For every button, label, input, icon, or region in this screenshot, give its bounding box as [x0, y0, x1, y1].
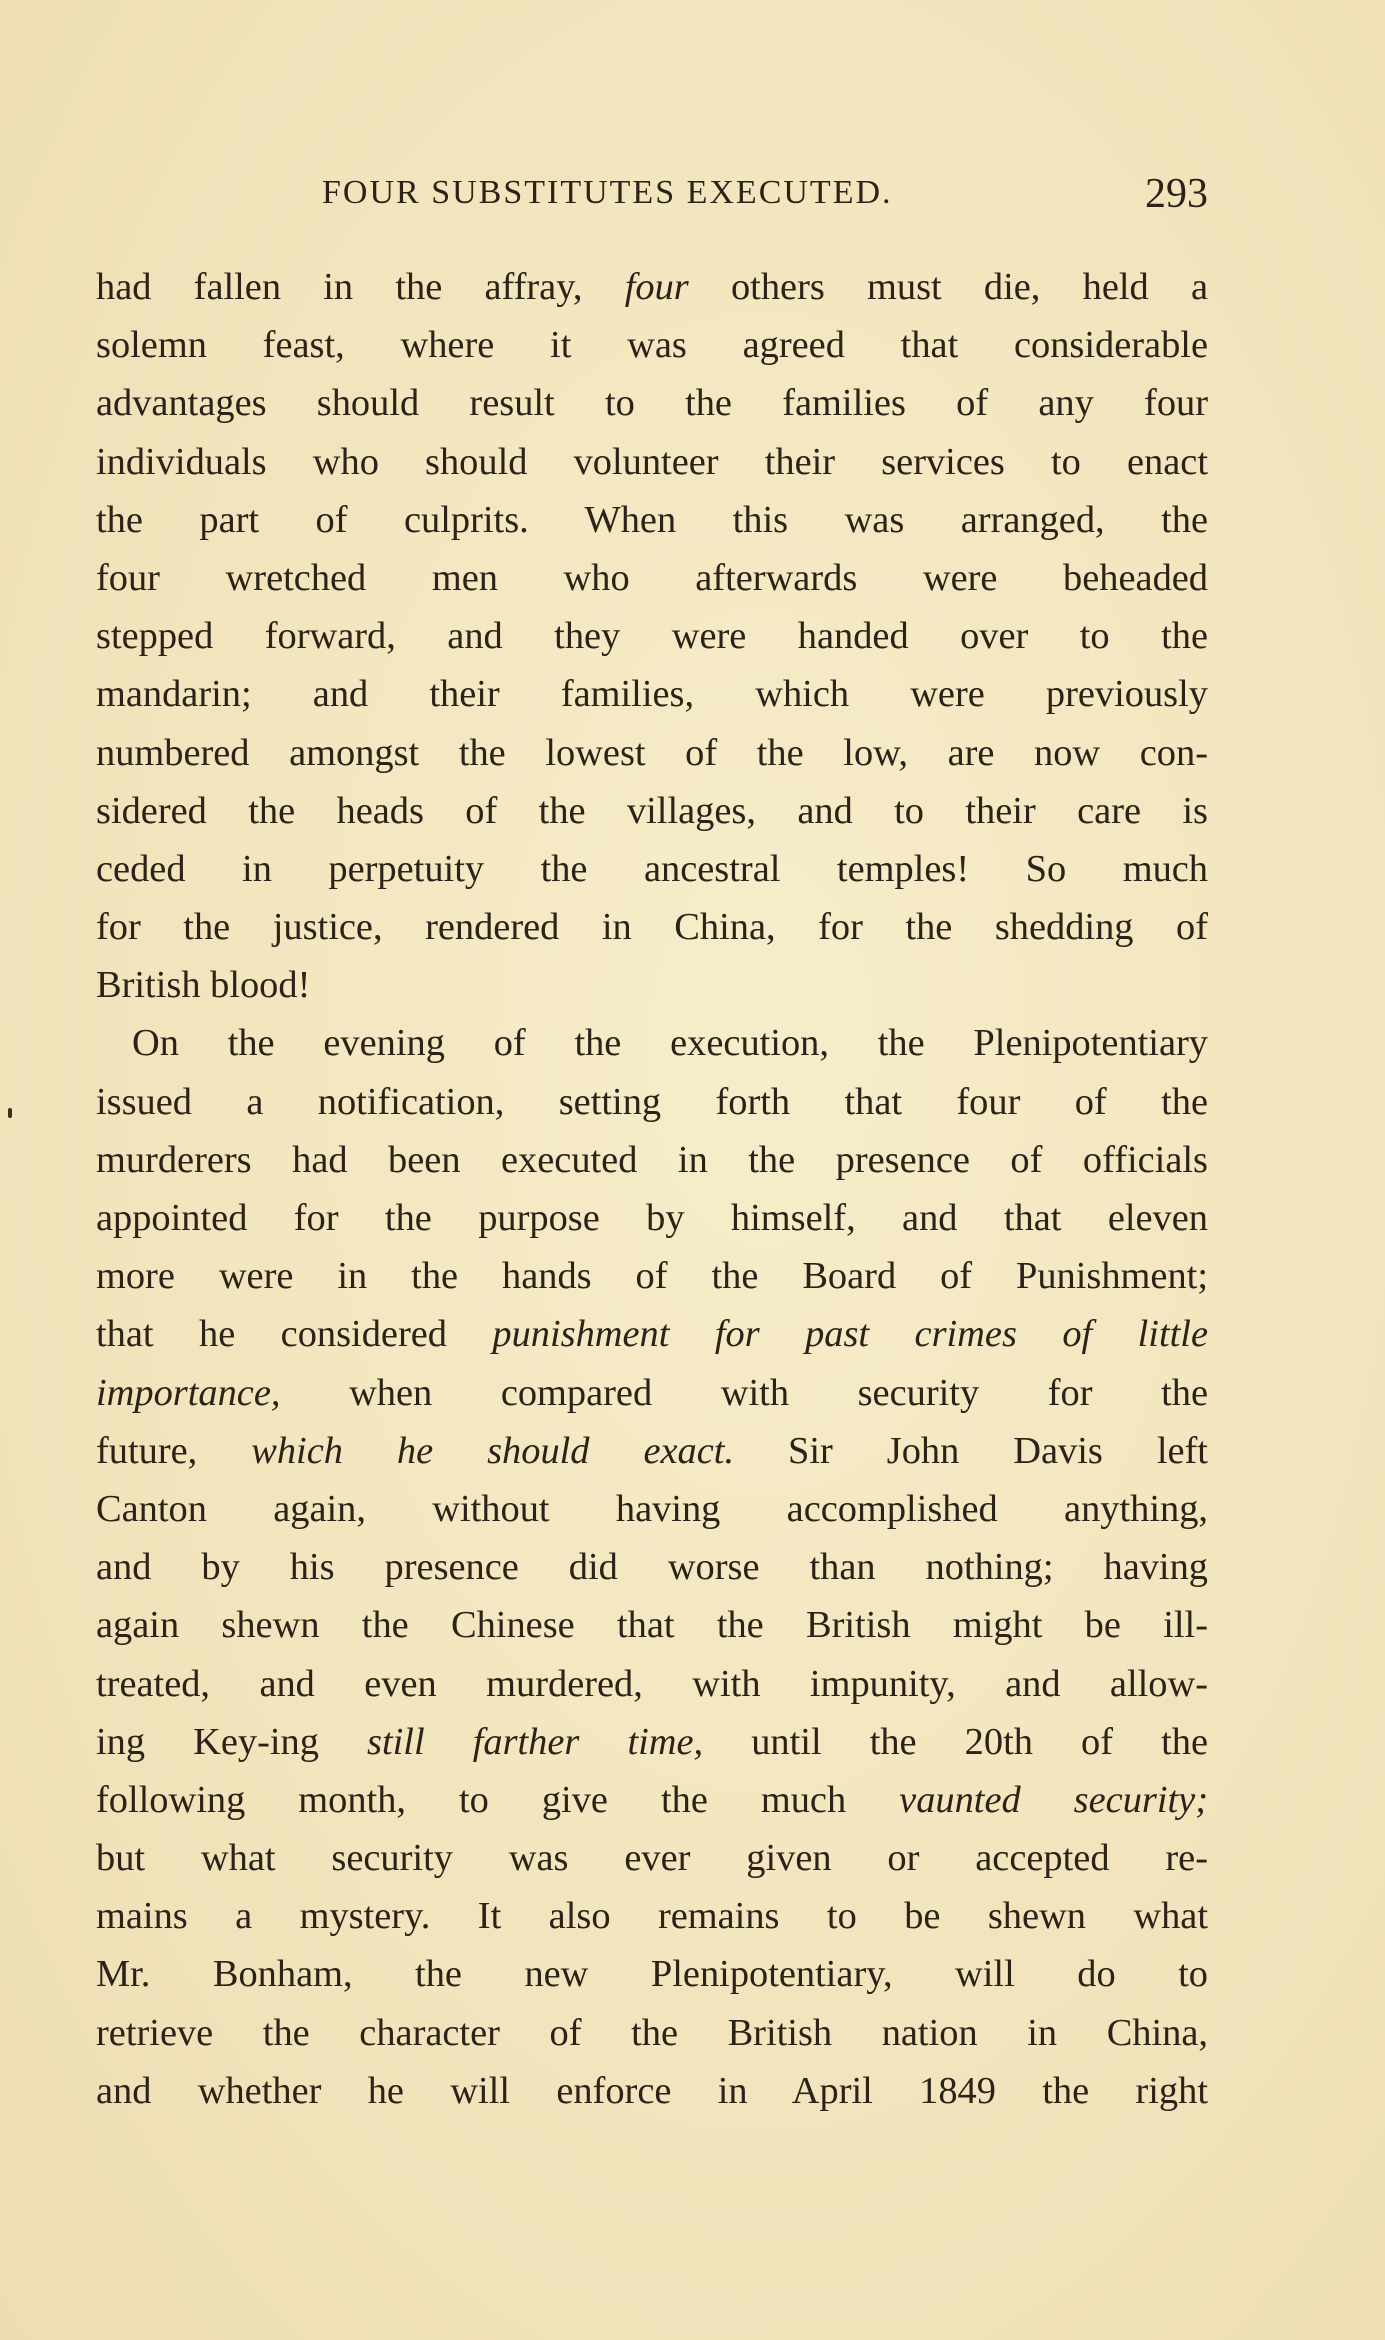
- text-line: [96, 374, 1208, 432]
- text-run: issued a notification, setting forth that four of the: [96, 1080, 1208, 1123]
- text-run: Sir John Davis left: [734, 1429, 1208, 1472]
- text-run: mandarin; and their families, which were previously: [96, 673, 1208, 716]
- italic-text: still farther time,: [367, 1720, 704, 1763]
- text-run: and by his presence did worse than nothing; having: [96, 1546, 1208, 1589]
- text-run: when compared with security for the: [280, 1371, 1208, 1414]
- text-line: [96, 1945, 1208, 2003]
- text-run: future,: [96, 1429, 252, 1472]
- text-run: advantages should result to the families of any four: [96, 382, 1208, 425]
- text-run: that he considered: [96, 1313, 493, 1356]
- text-line: [96, 724, 1208, 782]
- text-run: following month, to give the much: [96, 1778, 900, 1821]
- text-line: [96, 316, 1208, 374]
- text-line: [96, 1596, 1208, 1654]
- text-line: [96, 782, 1208, 840]
- text-run: but what security was ever given or accepted re-: [96, 1837, 1208, 1880]
- text-run: Canton again, without having accomplished anything,: [96, 1487, 1208, 1530]
- italic-text: importance,: [96, 1371, 281, 1414]
- text-line: [96, 1829, 1208, 1887]
- text-run: and whether he will enforce in April 1849 the right: [96, 2069, 1208, 2112]
- text-run: others must die, held a: [688, 266, 1208, 308]
- text-line: [96, 258, 1208, 316]
- page-number: 293: [1145, 171, 1208, 217]
- text-run: mains a mystery. It also remains to be shewn what: [96, 1895, 1208, 1938]
- text-line: [96, 1189, 1208, 1247]
- text-run: On the evening of the execution, the Plenipotentiary: [132, 1022, 1208, 1065]
- italic-text: vaunted security;: [899, 1778, 1208, 1821]
- text-run: sidered the heads of the villages, and to their care is: [96, 789, 1208, 832]
- text-run: again shewn the Chinese that the British might be ill-: [96, 1604, 1208, 1647]
- text-run: appointed for the purpose by himself, and that eleven: [96, 1197, 1208, 1239]
- text-line: [96, 549, 1208, 607]
- text-line: [96, 1887, 1208, 1945]
- text-run: for the justice, rendered in China, for the shedding of: [96, 906, 1208, 949]
- text-line: [96, 956, 1208, 1014]
- text-run: Mr. Bonham, the new Plenipotentiary, will do to: [96, 1953, 1208, 1996]
- text-line: [96, 1480, 1208, 1538]
- text-line: [96, 1771, 1208, 1829]
- text-run: treated, and even murdered, with impunity, and allow-: [96, 1662, 1208, 1705]
- page-header: [96, 170, 1208, 220]
- text-run: individuals who should volunteer their services to enact: [96, 440, 1208, 483]
- text-line: [96, 1538, 1208, 1596]
- text-run: more were in the hands of the Board of Punishment;: [96, 1255, 1208, 1298]
- text-line: [96, 607, 1208, 665]
- text-line: [96, 1305, 1208, 1363]
- italic-text: four: [624, 266, 689, 308]
- text-run: four wretched men who afterwards were beheaded: [96, 556, 1208, 599]
- text-line: [96, 1422, 1208, 1480]
- text-run: until the 20th of the: [703, 1720, 1208, 1763]
- text-run: ing Key-ing: [96, 1720, 368, 1763]
- body-text: [96, 258, 1208, 2120]
- italic-text: which he should exact.: [251, 1429, 735, 1472]
- text-run: solemn feast, where it was agreed that considerable: [96, 324, 1208, 367]
- text-line: [96, 491, 1208, 549]
- text-line: [96, 665, 1208, 723]
- text-line: [96, 898, 1208, 956]
- text-line: [96, 433, 1208, 491]
- text-line: [96, 2004, 1208, 2062]
- text-run: murderers had been executed in the presence of officials: [96, 1138, 1208, 1181]
- text-run: British blood!: [96, 964, 311, 1007]
- text-line: [96, 1014, 1208, 1072]
- text-line: [96, 2062, 1208, 2120]
- text-line: [96, 1247, 1208, 1305]
- text-run: had fallen in the affray,: [96, 266, 625, 308]
- italic-text: punishment for past crimes of little: [492, 1313, 1208, 1356]
- text-line: [96, 1131, 1208, 1189]
- text-line: [96, 1655, 1208, 1713]
- text-line: [96, 840, 1208, 898]
- text-run: ceded in perpetuity the ancestral temples! So much: [96, 847, 1208, 890]
- text-line: [96, 1364, 1208, 1422]
- text-run: numbered amongst the lowest of the low, are now con-: [96, 731, 1208, 774]
- margin-ink-mark: [8, 1108, 12, 1118]
- text-run: the part of culprits. When this was arranged, the: [96, 498, 1208, 541]
- running-head: FOUR SUBSTITUTES EXECUTED.: [322, 174, 893, 211]
- text-run: retrieve the character of the British nation in China,: [96, 2011, 1208, 2054]
- text-line: [96, 1713, 1208, 1771]
- text-line: [96, 1073, 1208, 1131]
- text-run: stepped forward, and they were handed over to the: [96, 615, 1208, 658]
